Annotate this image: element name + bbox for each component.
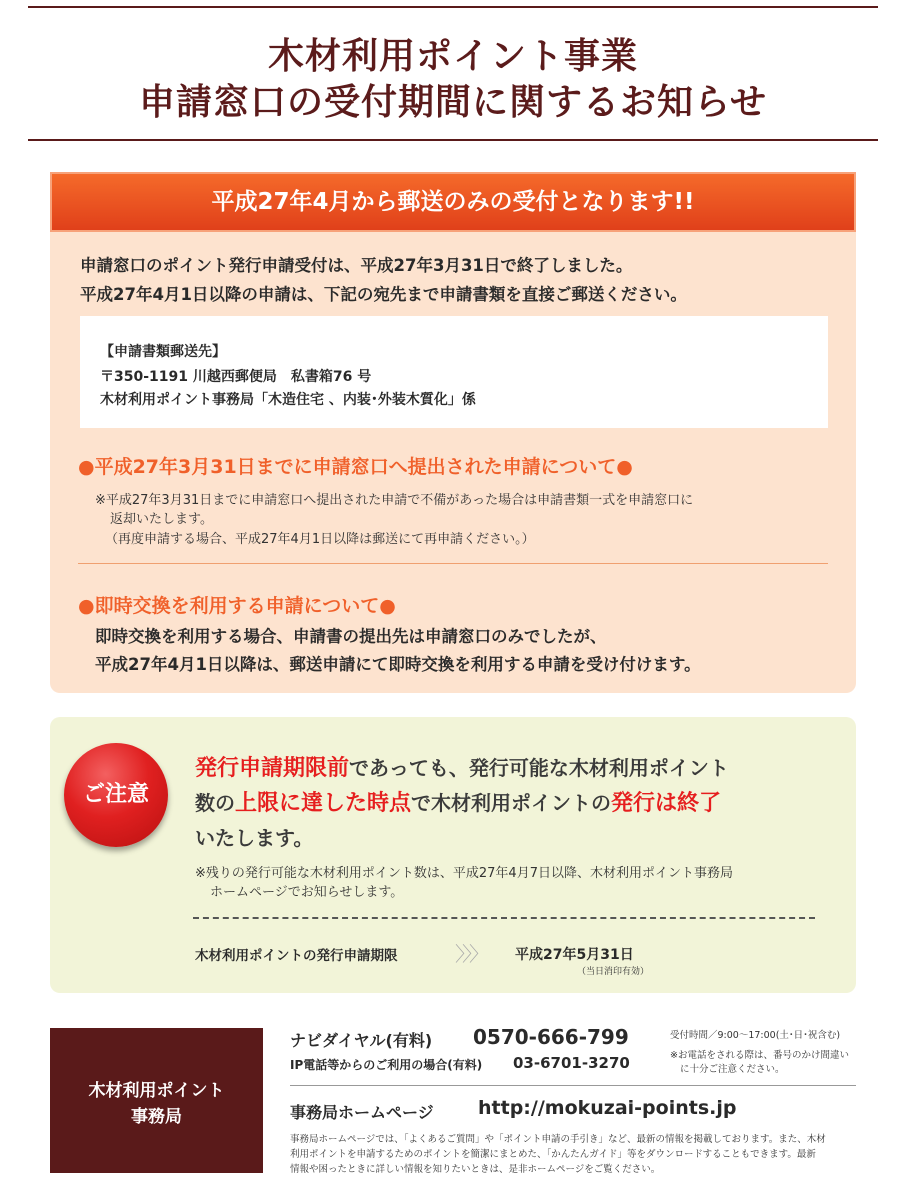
caution-line2 [195,786,721,817]
caution-highlight-limit: 上限に達した時点 [235,791,412,816]
section1-note-line3: （再度申請する場合、平成27年4月1日以降は郵送にて再申請ください。） [105,532,535,547]
section-divider [78,563,828,564]
office-name-line1: 木材利用ポイント [88,1081,225,1101]
reception-hours: 受付時間／9:00〜17:00(土･日･祝含む) [670,1030,841,1041]
caution-note-line2: ホームページでお知らせします。 [210,885,404,900]
caution-highlight-end: 発行は終了 [611,791,722,816]
address-heading: 【申請書類郵送先】 [100,344,226,360]
call-note-line1: ※お電話をされる際は、番号のかけ間違い [670,1050,849,1061]
caution-note-line1: ※残りの発行可能な木材利用ポイント数は、平成27年4月7日以降、木材利用ポイント事務局 [195,866,733,881]
top-rule [28,6,878,8]
navi-dial-number[interactable]: 0570-666-799 [473,1025,629,1049]
page-title-line1: 木材利用ポイント事業 [267,36,638,77]
section1-note-line2: 返却いたします。 [110,512,213,527]
caution-line3: いたします。 [195,826,314,850]
homepage-desc-line2: 利用ポイントを申請するためのポイントを簡潔にまとめた、「かんたんガイド」等をダウンロードすることもできます。最新 [290,1149,816,1160]
section2-line2: 平成27年4月1日以降は、郵送申請にて即時交換を利用する申請を受け付けます。 [95,655,701,674]
caution-line2-b: で木材利用ポイントの [411,791,612,815]
caution-line1-rest: であっても、発行可能な木材利用ポイント [349,756,729,780]
homepage-desc-line1: 事務局ホームページでは、「よくあるご質問」や「ポイント申請の手引き」など、最新の情報を掲載しております。また、木材 [290,1134,826,1145]
intro-line2: 平成27年4月1日以降の申請は、下記の宛先まで申請書類を直接ご郵送ください。 [80,285,687,304]
call-note-line2: に十分ご注意ください。 [680,1064,785,1075]
caution-line1 [195,751,729,782]
homepage-url-link[interactable]: http://mokuzai-points.jp [478,1097,737,1119]
intro-line1: 申請窓口のポイント発行申請受付は、平成27年3月31日で終了しました。 [80,256,633,275]
page-title-line2: 申請窓口の受付期間に関するお知らせ [139,82,767,123]
section1-note-line1: ※平成27年3月31日までに申請窓口へ提出された申請で不備があった場合は申請書類一式を申請窓口に [95,493,694,508]
mail-only-banner: 平成27年4月から郵送のみの受付となります!! [50,172,856,232]
ip-phone-number[interactable]: 03-6701-3270 [513,1054,630,1072]
caution-badge: ご注意 [64,743,168,847]
address-line2: 木材利用ポイント事務局「木造住宅 、内装･外装木質化」係 [100,392,476,408]
caution-line2-a: 数の [195,791,235,815]
office-name-line2: 事務局 [131,1107,182,1127]
section-instant-exchange-heading: ●即時交換を利用する申請について● [78,595,396,617]
title-rule [28,139,878,141]
navi-dial-label: ナビダイヤル(有料) [290,1031,433,1050]
section2-line1: 即時交換を利用する場合、申請書の提出先は申請窓口のみでしたが、 [95,627,607,646]
deadline-date: 平成27年5月31日 [515,947,634,963]
homepage-desc-line3: 情報や困ったときに詳しい情報を知りたいときは、是非ホームページをご覧ください。 [290,1164,661,1175]
office-name-block [50,1028,263,1173]
ip-phone-label: IP電話等からのご利用の場合(有料) [290,1058,483,1072]
homepage-label: 事務局ホームページ [290,1103,434,1122]
caution-highlight-deadline: 発行申請期限前 [195,756,350,781]
chevron-right-icon: 〉〉〉 [455,942,486,966]
deadline-label: 木材利用ポイントの発行申請期限 [195,948,398,964]
section-window-applications-heading: ●平成27年3月31日までに申請窓口へ提出された申請について● [78,456,633,478]
deadline-postmark-note: （当日消印有効） [577,967,650,977]
address-line1: 〒350-1191 川越西郵便局 私書箱76 号 [100,369,372,385]
footer-rule [290,1085,856,1086]
caution-dashed-rule [193,917,815,919]
